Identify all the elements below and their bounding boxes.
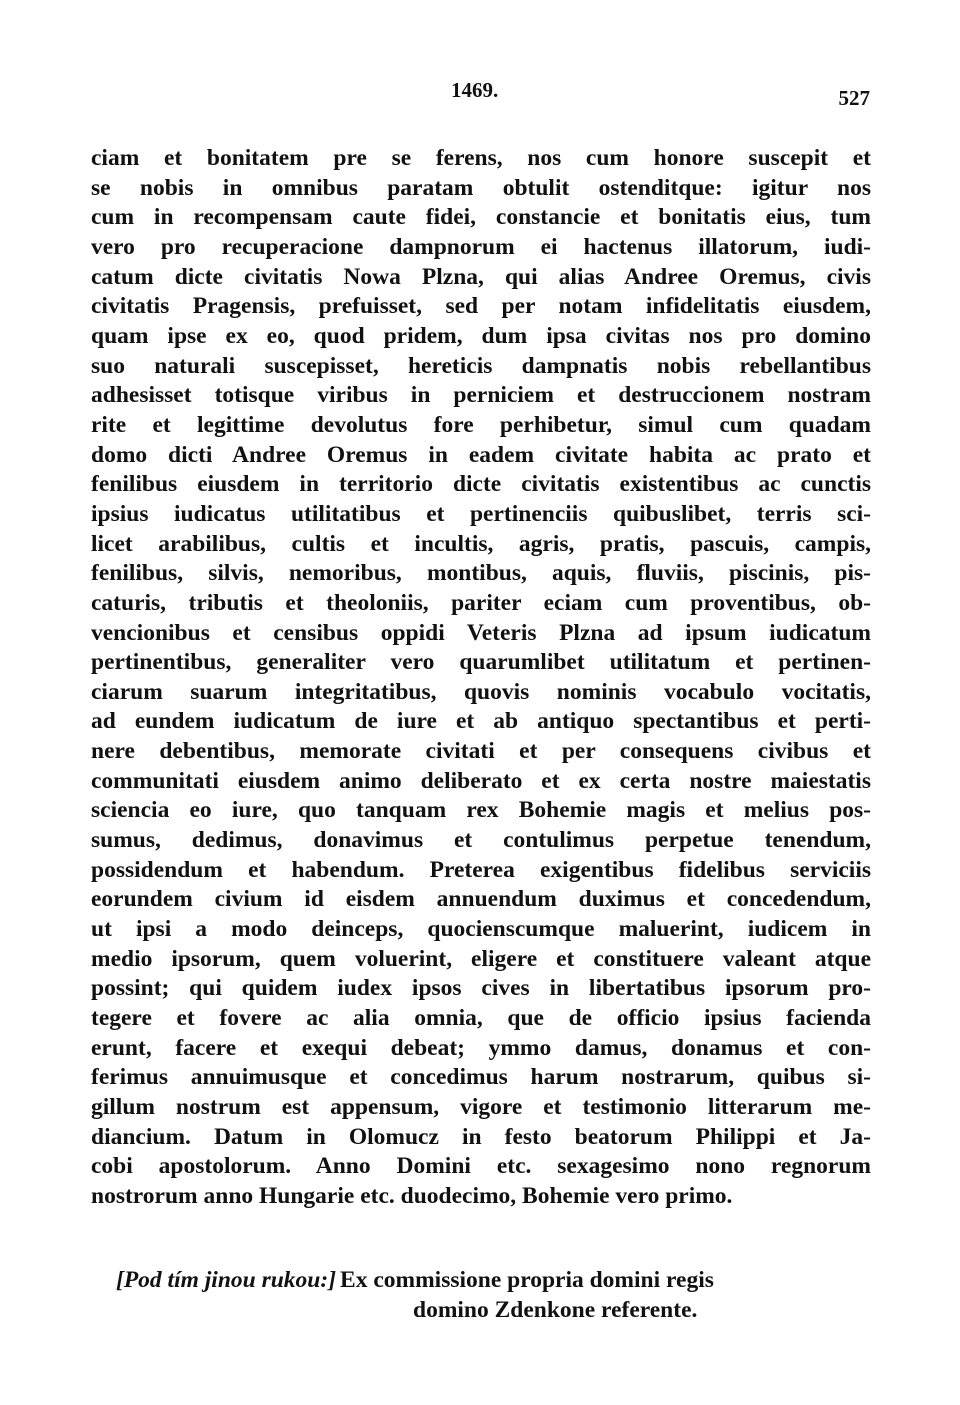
text-line: pertinentibus, generaliter vero quarumlibet utilitatum et pertinen-: [91, 649, 871, 676]
text-line: nere debentibus, memorate civitati et per consequens civibus et: [91, 738, 871, 765]
text-line: ciarum suarum integritatibus, quovis nominis vocabulo vocitatis,: [91, 678, 871, 705]
body-text: [91, 144, 871, 1212]
text-line: quam ipse ex eo, quod pridem, dum ipsa civitas nos pro domino: [91, 322, 871, 349]
text-line: vero pro recuperacione dampnorum ei hactenus illatorum, iudi-: [91, 233, 871, 260]
text-line: erunt, facere et exequi debeat; ymmo damus, donamus et con-: [91, 1034, 871, 1061]
text-line: nostrorum anno Hungarie etc. duodecimo, Bohemie vero primo.: [91, 1182, 733, 1209]
text-line: ferimus annuimusque et concedimus harum nostrarum, quibus si-: [91, 1064, 871, 1091]
text-line: fenilibus, silvis, nemoribus, montibus, aquis, fluviis, piscinis, pis-: [91, 560, 871, 587]
text-line: se nobis in omnibus paratam obtulit ostenditque: igitur nos: [91, 174, 871, 201]
running-head: [0, 78, 960, 108]
note-first-line: [91, 1266, 871, 1296]
text-line: ciam et bonitatem pre se ferens, nos cum honore suscepit et: [91, 145, 871, 171]
text-line: possint; qui quidem iudex ipsos cives in libertatibus ipsorum pro-: [91, 975, 871, 1002]
note-text-line-1: Ex commissione propria domini regis: [340, 1267, 714, 1293]
closing-note: [91, 1266, 871, 1325]
text-line: vencionibus et censibus oppidi Veteris Plzna ad ipsum iudicatum: [91, 619, 871, 646]
text-line: gillum nostrum est appensum, vigore et testimonio litterarum me-: [91, 1094, 871, 1120]
text-line: tegere et fovere ac alia omnia, que de officio ipsius facienda: [91, 1005, 871, 1032]
text-line: domo dicti Andree Oremus in eadem civitate habita ac prato et: [91, 441, 871, 468]
text-line: cobi apostolorum. Anno Domini etc. sexagesimo nono regnorum: [91, 1153, 871, 1180]
text-line: eorundem civium id eisdem annuendum duximus et concedendum,: [91, 886, 871, 913]
text-line: possidendum et habendum. Preterea exigentibus fidelibus serviciis: [91, 856, 871, 883]
text-line: rite et legittime devolutus fore perhibetur, simul cum quadam: [91, 411, 871, 438]
header-year: 1469.: [451, 78, 499, 102]
note-label: [Pod tím jinou rukou:]: [116, 1267, 337, 1293]
text-line: sciencia eo iure, quo tanquam rex Bohemie magis et melius pos-: [91, 797, 871, 824]
text-line: ut ipsi a modo deinceps, quocienscumque maluerint, iudicem in: [91, 916, 871, 943]
note-text-line-2: domino Zdenkone referente.: [413, 1296, 698, 1323]
text-line: suo naturali suscepisset, hereticis dampnatis nobis rebellantibus: [91, 352, 871, 379]
text-line: fenilibus eiusdem in territorio dicte civitatis existentibus ac cunctis: [91, 471, 871, 498]
text-line: ad eundem iudicatum de iure et ab antiquo spectantibus et perti-: [91, 708, 871, 735]
text-line: cum in recompensam caute fidei, constancie et bonitatis eius, tum: [91, 204, 871, 231]
text-line: medio ipsorum, quem voluerint, eligere et constituere valeant atque: [91, 945, 871, 972]
text-line: diancium. Datum in Olomucz in festo beatorum Philippi et Ja-: [91, 1123, 871, 1150]
text-line: sumus, dedimus, donavimus et contulimus perpetue tenendum,: [91, 827, 871, 854]
text-line: caturis, tributis et theoloniis, pariter eciam cum proventibus, ob-: [91, 589, 871, 616]
page-number: 527: [838, 86, 870, 110]
note-second-line: [91, 1296, 871, 1326]
text-line: civitatis Pragensis, prefuisset, sed per notam infidelitatis eiusdem,: [91, 293, 871, 320]
text-line: ipsius iudicatus utilitatibus et pertinenciis quibuslibet, terris sci-: [91, 500, 871, 527]
text-line: catum dicte civitatis Nowa Plzna, qui alias Andree Oremus, civis: [91, 263, 871, 290]
text-line: communitati eiusdem animo deliberato et ex certa nostre maiestatis: [91, 767, 871, 794]
text-line: adhesisset totisque viribus in perniciem et destruccionem nostram: [91, 382, 871, 409]
text-line: licet arabilibus, cultis et incultis, agris, pratis, pascuis, campis,: [91, 530, 871, 557]
